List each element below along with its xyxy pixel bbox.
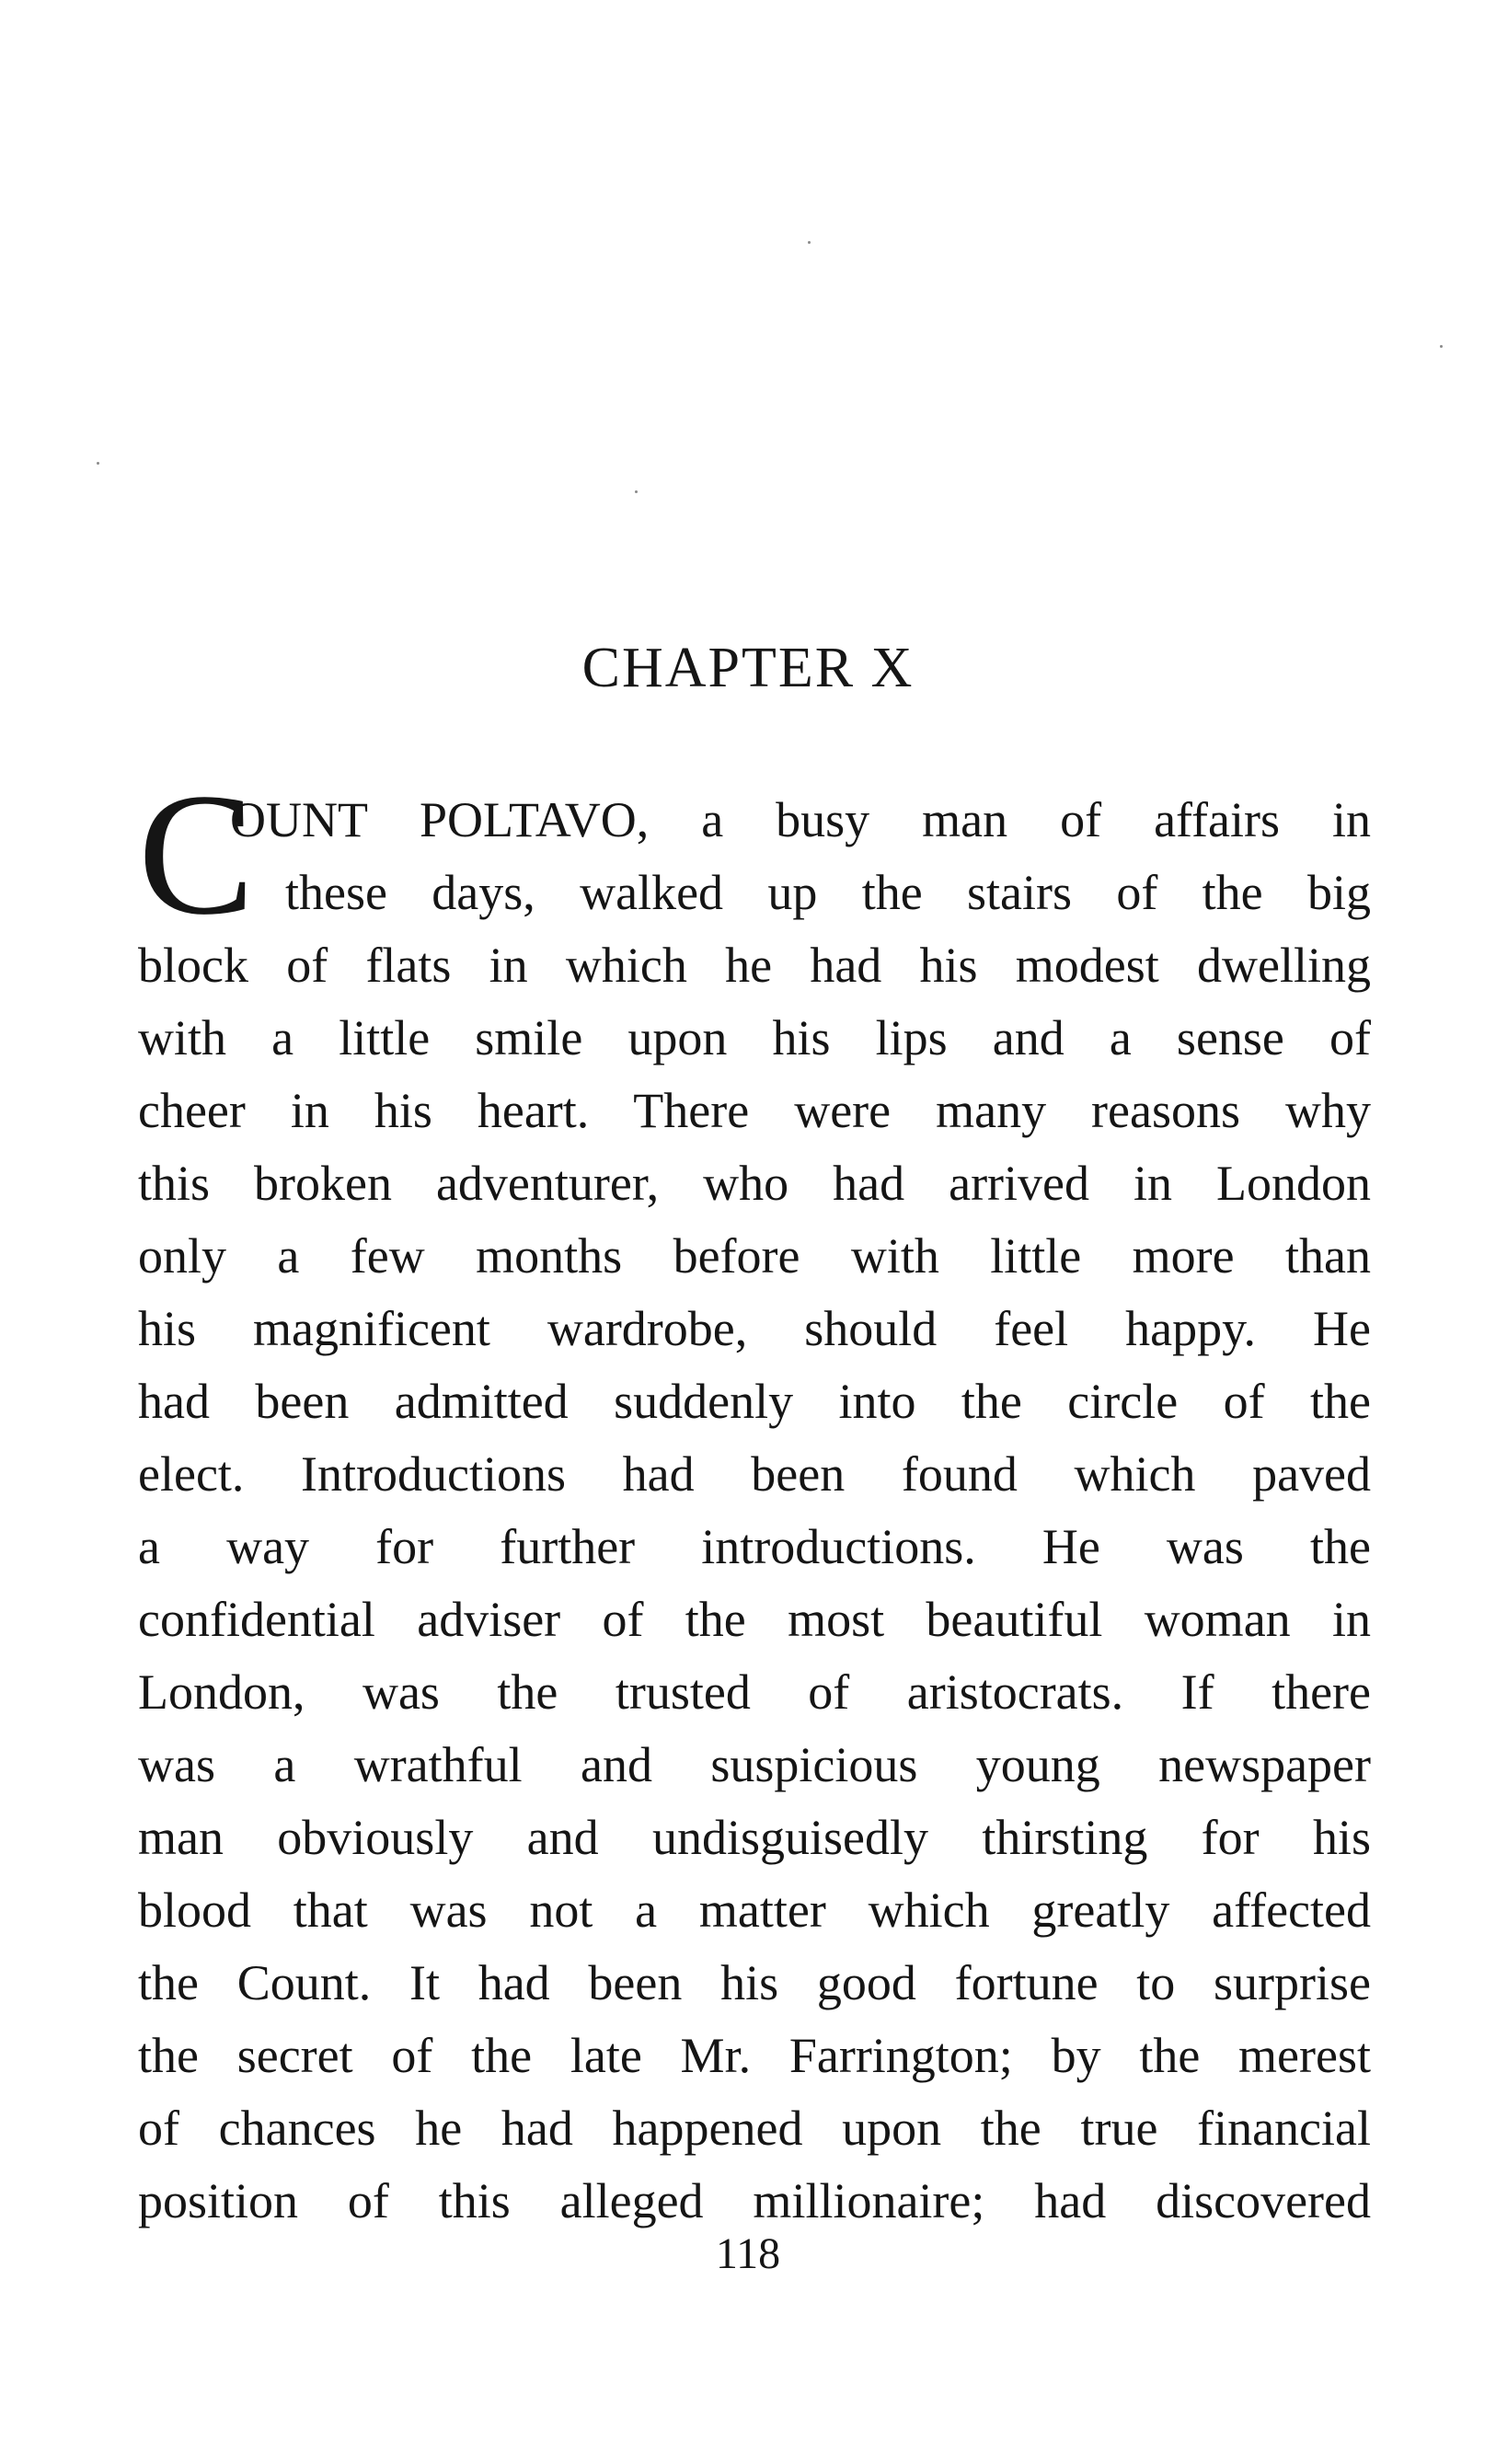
chapter-heading: CHAPTER X: [581, 637, 915, 699]
text-line: had been admitted suddenly into the circle of the: [138, 1374, 1371, 1429]
text-line: London, was the trusted of aristocrats. If there: [138, 1664, 1371, 1720]
page-number: 118: [715, 2229, 781, 2278]
drop-cap: C: [138, 758, 255, 951]
text-line: elect. Introductions had been found which paved: [138, 1446, 1371, 1502]
text-line: the secret of the late Mr. Farrington; by the merest: [138, 2028, 1371, 2083]
text-line: a way for further introductions. He was the: [138, 1519, 1371, 1574]
text-line: with a little smile upon his lips and a sense of: [138, 1010, 1371, 1065]
text-line: his magnificent wardrobe, should feel happy. He: [138, 1301, 1371, 1356]
text-line: this broken adventurer, who had arrived in London: [138, 1156, 1371, 1211]
paper-speck: [97, 462, 99, 465]
paper-speck: [1440, 345, 1443, 348]
text-line: OUNT POLTAVO, a busy man of affairs in: [230, 792, 1371, 847]
text-line: cheer in his heart. There were many reasons why: [138, 1083, 1371, 1138]
text-line: blood that was not a matter which greatly affected: [138, 1883, 1371, 1938]
text-line: position of this alleged millionaire; had discovered: [138, 2173, 1371, 2228]
text-line: confidential adviser of the most beautiful woman in: [138, 1592, 1371, 1647]
text-line: was a wrathful and suspicious young newspaper: [138, 1737, 1371, 1792]
paper-speck: [635, 490, 638, 493]
text-line: block of flats in which he had his modest dwelling: [138, 938, 1371, 993]
body-text: [138, 758, 1371, 2238]
text-line: man obviously and undisguisedly thirsting for his: [138, 1810, 1371, 1865]
text-line: of chances he had happened upon the true financial: [138, 2101, 1371, 2156]
text-line: these days, walked up the stairs of the big: [285, 865, 1371, 920]
text-line: the Count. It had been his good fortune to surprise: [138, 1955, 1371, 2010]
paper-speck: [808, 241, 811, 244]
text-line: only a few months before with little more than: [138, 1228, 1371, 1284]
